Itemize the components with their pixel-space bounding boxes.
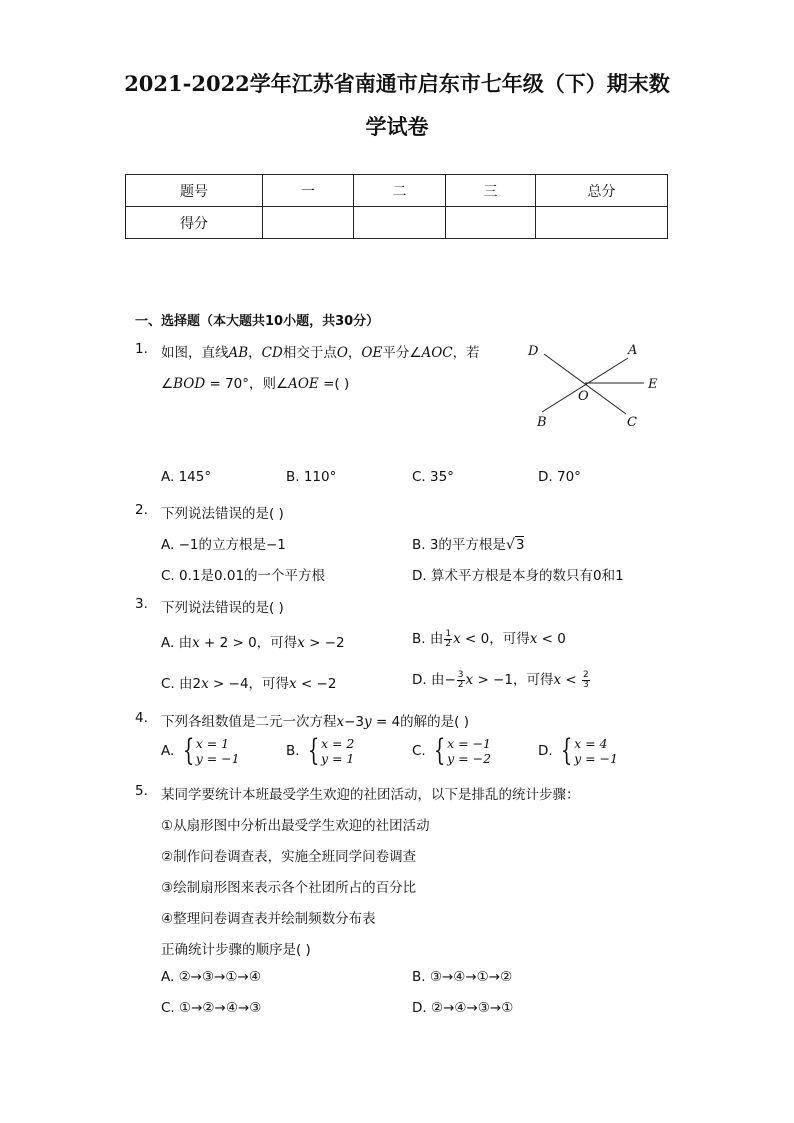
- text: ，: [347, 345, 362, 361]
- option-d[interactable]: [538, 733, 618, 768]
- math-var: AB: [228, 345, 249, 361]
- equation-x: x = 4: [574, 736, 608, 751]
- option-letter: C.: [412, 743, 426, 759]
- option-c[interactable]: [412, 733, 492, 768]
- question-number: 3.: [135, 596, 148, 612]
- label-e: E: [648, 377, 658, 392]
- text: = 70°，则∠: [205, 376, 289, 392]
- math-var: x: [465, 672, 474, 688]
- score-input-cell[interactable]: [354, 207, 446, 239]
- math-var: OE: [361, 345, 383, 361]
- score-input-cell[interactable]: [446, 207, 536, 239]
- question-1-stem-line-1: [161, 341, 480, 361]
- step-item: ①从扇形图中分析出最受学生欢迎的社团活动: [161, 818, 430, 834]
- option-a[interactable]: [161, 733, 240, 768]
- option-c[interactable]: C. 0.1是0.01的一个平方根: [161, 568, 326, 584]
- table-cell: 得分: [126, 207, 263, 239]
- label-d: D: [528, 344, 539, 359]
- question-1-stem-line-2: [161, 372, 349, 392]
- label-b: B: [537, 415, 547, 430]
- score-input-cell[interactable]: [536, 207, 668, 239]
- brace-icon: {: [433, 733, 446, 768]
- score-input-cell[interactable]: [263, 207, 354, 239]
- text: > −2: [304, 635, 345, 651]
- equation-y: y = 1: [320, 751, 355, 766]
- title-line-2: 学试卷: [365, 114, 429, 139]
- math-var: x: [201, 676, 209, 692]
- option-a[interactable]: A. 145°: [161, 469, 212, 485]
- text: ，: [248, 345, 262, 361]
- question-number: 1.: [135, 341, 148, 357]
- option-a[interactable]: [161, 631, 345, 651]
- math-var: x: [453, 631, 461, 647]
- equation-y: y = −1: [195, 751, 240, 766]
- text: C. 由2: [161, 676, 202, 692]
- sqrt-sign: √: [505, 537, 515, 553]
- math-var: x: [529, 631, 538, 647]
- text: = 4的解的是( ): [371, 714, 469, 730]
- option-letter: D.: [538, 743, 553, 759]
- option-letter: A.: [161, 743, 175, 759]
- question-2-stem: 下列说法错误的是( ): [161, 506, 284, 522]
- math-var: x: [289, 676, 297, 692]
- option-b[interactable]: [286, 733, 355, 768]
- math-var: AOE: [288, 376, 319, 392]
- text: < 0: [537, 631, 566, 647]
- text: < 0，可得: [460, 631, 530, 647]
- step-item: ④整理问卷调查表并绘制频数分布表: [161, 911, 376, 927]
- line-cd: [544, 354, 626, 414]
- text: −3: [344, 714, 365, 730]
- score-table-score-row: [126, 207, 668, 239]
- text: 下列各组数值是二元一次方程: [161, 714, 337, 730]
- step-item: ③绘制扇形图来表示各个社团所占的百分比: [161, 880, 417, 896]
- numerator: 3: [457, 669, 464, 680]
- option-letter: B.: [286, 743, 300, 759]
- math-var: BOD: [173, 376, 206, 392]
- fraction: [444, 630, 452, 649]
- label-a: A: [628, 343, 638, 358]
- brace-icon: {: [182, 733, 194, 768]
- option-b[interactable]: [412, 627, 566, 649]
- text: 平分∠: [382, 345, 422, 361]
- option-b[interactable]: B. 110°: [286, 469, 337, 485]
- text: B. 由: [412, 631, 444, 647]
- text: + 2 > 0，可得: [199, 635, 298, 651]
- title-line-1: 2021-2022学年江苏省南通市启东市七年级（下）期末数: [124, 71, 670, 96]
- equation-y: y = −2: [447, 751, 492, 766]
- table-cell: 三: [446, 175, 536, 207]
- option-d[interactable]: [412, 668, 591, 690]
- option-b[interactable]: [412, 533, 524, 553]
- text: B. 3的平方根是: [412, 537, 506, 553]
- text: > −4，可得: [208, 676, 290, 692]
- numerator: 1: [445, 628, 452, 639]
- option-a[interactable]: A. −1的立方根是−1: [161, 537, 286, 553]
- label-c: C: [627, 415, 637, 430]
- score-table-header-row: [126, 175, 668, 207]
- math-var: y: [364, 714, 372, 730]
- question-5-stem: 某同学要统计本班最受学生欢迎的社团活动，以下是排乱的统计步骤：: [161, 787, 580, 803]
- text: ∠: [161, 376, 174, 392]
- question-number: 2.: [135, 502, 148, 518]
- option-d[interactable]: D. 算术平方根是本身的数只有0和1: [412, 568, 624, 584]
- math-var: x: [297, 635, 305, 651]
- equation-y: y = −1: [574, 751, 618, 766]
- section-heading: 一、选择题（本大题共10小题，共30分）: [135, 314, 380, 329]
- math-var: x: [192, 635, 200, 651]
- math-var: O: [336, 345, 348, 361]
- text: =( ): [318, 376, 350, 392]
- question-number: 4.: [135, 710, 148, 726]
- denominator: 2: [445, 638, 452, 649]
- option-a[interactable]: A. ②→③→①→④: [161, 969, 261, 985]
- option-d[interactable]: D. ②→④→③→①: [412, 1000, 514, 1016]
- step-item: ②制作问卷调查表，实施全班同学问卷调查: [161, 849, 417, 865]
- math-var: AOC: [421, 345, 453, 361]
- denominator: 2: [457, 679, 464, 690]
- table-cell: 总分: [536, 175, 668, 207]
- sqrt-radicand: 3: [515, 537, 525, 553]
- math-var: CD: [261, 345, 283, 361]
- denominator: 3: [582, 679, 589, 690]
- score-table: [125, 174, 668, 239]
- fraction: [457, 671, 465, 690]
- math-var: x: [553, 672, 562, 688]
- brace-icon: {: [560, 733, 573, 768]
- angle-figure: [520, 338, 670, 434]
- option-d[interactable]: D. 70°: [538, 469, 581, 485]
- table-cell: 二: [354, 175, 446, 207]
- text: <: [561, 672, 581, 688]
- option-c[interactable]: C. ①→②→④→③: [161, 1000, 262, 1016]
- label-o: O: [578, 389, 589, 404]
- table-cell: 题号: [126, 175, 263, 207]
- numerator: 2: [582, 669, 589, 680]
- question-3-stem: 下列说法错误的是( ): [161, 600, 284, 616]
- equation-x: x = −1: [447, 736, 492, 751]
- equation-x: x = 2: [320, 736, 355, 751]
- text: D. 由−: [412, 672, 456, 688]
- text: 相交于点: [282, 345, 337, 361]
- question-number: 5.: [135, 783, 148, 799]
- table-cell: 一: [263, 175, 354, 207]
- option-c[interactable]: C. 35°: [412, 469, 454, 485]
- text: A. 由: [161, 635, 193, 651]
- fraction: [582, 671, 590, 690]
- option-c[interactable]: [161, 672, 336, 692]
- option-b[interactable]: B. ③→④→①→②: [412, 969, 513, 985]
- question-4-stem: [161, 710, 469, 730]
- brace-icon: {: [307, 733, 320, 768]
- equation-x: x = 1: [195, 736, 230, 751]
- text: < −2: [296, 676, 337, 692]
- text: ，若: [452, 345, 480, 361]
- text: > −1，可得: [473, 672, 554, 688]
- question-5-prompt: 正确统计步骤的顺序是( ): [161, 942, 311, 958]
- math-var: x: [336, 714, 345, 730]
- text: 如图，直线: [161, 345, 229, 361]
